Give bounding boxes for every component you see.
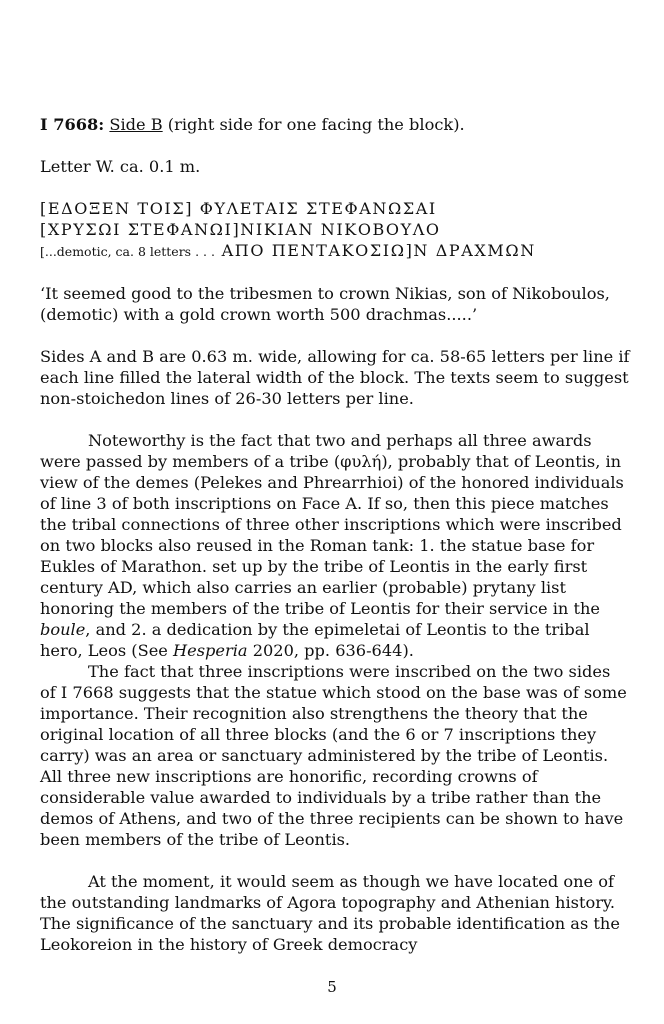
journal-title: Hesperia	[173, 641, 248, 660]
inscription-line-3: [...demotic, ca. 8 letters . . . ΑΠΟ ΠΕΝΤΑΚΟΣΙΩ]Ν ΔΡΑΧΜΩΝ	[40, 241, 536, 260]
paragraph-noteworthy: Noteworthy is the fact that two and perhaps all three awards were passed by members of a tribe (φυλή), probably that of Leontis, in view of the demes (Pelekes and Phrearrhioi) of the honored individuals of line 3 of both inscriptions on Face A. If so, then this piece matches the tribal connections of three other inscriptions which were inscribed on two blocks also reused in the Roman tank: 1. the statue base for Eukles of Marathon. set up by the tribe of Leontis in the early first century AD, which also carries an earlier (probable) prytany list honoring the members of the tribe of Leontis for their service in the boule, and 2. a dedication by the epimeletai of Leontis to the tribal hero, Leos (See Hesperia 2020, pp. 636-644).	[40, 431, 624, 660]
letter-height: Letter W. ca. 0.1 m.	[40, 157, 201, 176]
heading-description: (right side for one facing the block).	[162, 115, 465, 134]
document-body	[40, 114, 630, 955]
page-number: 5	[327, 978, 337, 996]
side-label: Side B	[109, 115, 163, 134]
inventory-number: I 7668	[40, 115, 99, 134]
inscription-text	[40, 198, 630, 262]
inscription-line-1: [ΕΔΟΞΕΝ ΤΟΙΣ] ΦΥΛΕΤΑΙΣ ΣΤΕΦΑΝΩΣΑΙ	[40, 199, 437, 218]
paragraph-moment: At the moment, it would seem as though we have located one of the outstanding landmarks of Agora topography and Athenian history. The significance of the sanctuary and its probable identification as the Leokoreion in the history of Greek democracy	[40, 872, 620, 954]
demotic-note: [...demotic, ca. 8 letters . . .	[40, 244, 215, 259]
paragraph-three-inscriptions: The fact that three inscriptions were inscribed on the two sides of I 7668 suggests that the statue which stood on the base was of some importance. Their recognition also strengthens the theory that the original location of all three blocks (and the 6 or 7 inscriptions they carry) was an area or sanctuary administered by the tribe of Leontis. All three new inscriptions are honorific, recording crowns of considerable value awarded to individuals by a tribe rather than the demos of Athens, and two of the three recipients can be shown to have been members of the tribe of Leontis.	[40, 662, 627, 849]
translation: ‘It seemed good to the tribesmen to crown Nikias, son of Nikoboulos, (demotic) with a gold crown worth 500 drachmas.....’	[40, 284, 610, 324]
inscription-line-2: [ΧΡΥΣΩΙ ΣΤΕΦΑΝΩΙ]ΝΙΚΙΑΝ ΝΙΚΟΒΟΥΛΟ	[40, 220, 441, 239]
paragraph-width: Sides A and B are 0.63 m. wide, allowing for ca. 58-65 letters per line if each line filled the lateral width of the block. The texts seem to suggest non-stoichedon lines of 26-30 letters per line.	[40, 347, 630, 408]
heading-line: I 7668: Side B (right side for one facing the block).	[40, 115, 465, 134]
